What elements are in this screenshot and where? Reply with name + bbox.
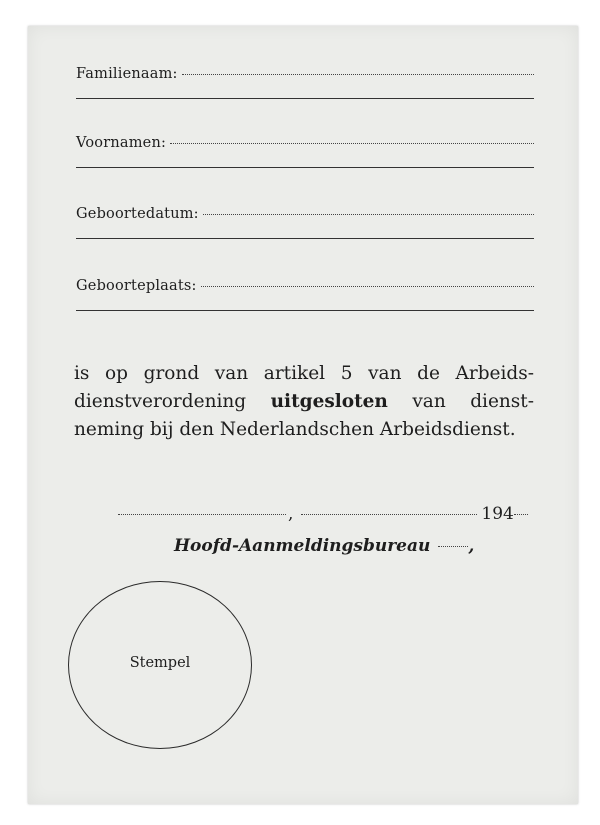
office-title: Hoofd-Aanmeldingsbureau [174,536,431,556]
statement-line-1: is op grond van artikel 5 van de Arbeids- [74,363,534,384]
birth-date-rule [76,238,534,239]
first-names-rule [76,167,534,168]
statement-emphasis: uitgesloten [270,391,388,412]
birth-place-dotted-line [201,285,534,287]
office-dotted-line [438,546,468,547]
stamp-label: Stempel [129,655,191,671]
first-names-field [76,135,534,151]
first-names-dotted-line [170,142,534,144]
family-name-dotted-line [182,73,534,75]
birth-date-field [76,206,534,222]
first-names-label: Voornamen: [76,135,167,151]
birth-place-field [76,278,534,294]
birth-place-label: Geboorteplaats: [76,278,197,294]
stamp-circle [68,581,252,749]
statement-line-2-end: van dienst- [412,391,534,412]
exclusion-statement [74,360,534,444]
year-prefix: 194 [481,504,514,524]
birth-date-label: Geboortedatum: [76,206,199,222]
statement-line-2 [74,388,534,416]
year-dotted-line [514,514,528,515]
birth-date-dotted-line [203,213,534,215]
statement-line-2-start: dienstverordening [74,391,247,412]
place-date-line [118,504,538,524]
statement-line-3: neming bij den Nederlandschen Arbeidsdienst. [74,419,516,440]
place-date-comma: , [288,504,294,524]
birth-place-rule [76,310,534,311]
office-comma: , [468,536,475,556]
family-name-rule [76,98,534,99]
family-name-field [76,66,534,82]
office-line [174,536,474,556]
document-card [28,26,578,804]
place-dotted-line [118,514,286,515]
family-name-label: Familienaam: [76,66,178,82]
date-dotted-line [301,514,477,515]
